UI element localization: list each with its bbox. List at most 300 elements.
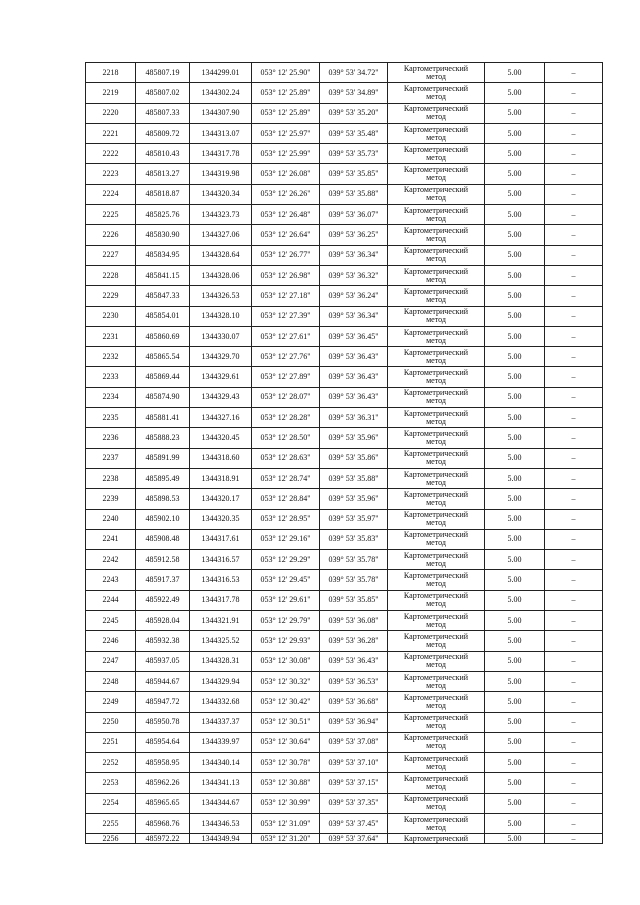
note-cell: – bbox=[545, 225, 603, 245]
table-row bbox=[86, 306, 603, 326]
longitude-cell: 039° 53' 36.68" bbox=[320, 692, 388, 712]
point-number-cell: 2233 bbox=[86, 367, 136, 387]
note-cell: – bbox=[545, 793, 603, 813]
x-coordinate-cell: 485917.37 bbox=[136, 570, 190, 590]
method-cell bbox=[388, 793, 485, 813]
x-coordinate-cell: 485947.72 bbox=[136, 692, 190, 712]
y-coordinate-cell: 1344318.91 bbox=[190, 468, 252, 488]
longitude-cell: 039° 53' 36.94" bbox=[320, 712, 388, 732]
accuracy-cell: 5.00 bbox=[485, 225, 545, 245]
method-text-line1: Картометрический bbox=[403, 307, 469, 317]
latitude-cell: 053° 12' 28.07" bbox=[252, 387, 320, 407]
method-cell bbox=[388, 773, 485, 793]
latitude-cell: 053° 12' 30.42" bbox=[252, 692, 320, 712]
method-text-line2: метод bbox=[426, 274, 446, 284]
accuracy-cell: 5.00 bbox=[485, 63, 545, 83]
accuracy-cell: 5.00 bbox=[485, 631, 545, 651]
method-cell bbox=[388, 753, 485, 773]
note-cell: – bbox=[545, 590, 603, 610]
point-number-cell: 2241 bbox=[86, 529, 136, 549]
method-cell bbox=[388, 245, 485, 265]
table-row bbox=[86, 813, 603, 833]
point-number-cell: 2252 bbox=[86, 753, 136, 773]
latitude-cell: 053° 12' 29.79" bbox=[252, 611, 320, 631]
table-body bbox=[86, 63, 603, 844]
method-text-line2: метод bbox=[426, 639, 446, 649]
method-text-line2: метод bbox=[426, 376, 446, 386]
note-cell: – bbox=[545, 813, 603, 833]
x-coordinate-cell: 485962.26 bbox=[136, 773, 190, 793]
accuracy-cell: 5.00 bbox=[485, 590, 545, 610]
note-cell: – bbox=[545, 468, 603, 488]
method-cell bbox=[388, 651, 485, 671]
accuracy-cell: 5.00 bbox=[485, 570, 545, 590]
y-coordinate-cell: 1344329.70 bbox=[190, 347, 252, 367]
note-cell: – bbox=[545, 834, 603, 844]
y-coordinate-cell: 1344320.17 bbox=[190, 489, 252, 509]
latitude-cell: 053° 12' 29.93" bbox=[252, 631, 320, 651]
accuracy-cell: 5.00 bbox=[485, 773, 545, 793]
longitude-cell: 039° 53' 35.88" bbox=[320, 184, 388, 204]
point-number-cell: 2246 bbox=[86, 631, 136, 651]
x-coordinate-cell: 485888.23 bbox=[136, 428, 190, 448]
longitude-cell: 039° 53' 37.64" bbox=[320, 834, 388, 844]
point-number-cell: 2220 bbox=[86, 103, 136, 123]
table-row bbox=[86, 286, 603, 306]
method-text-line2: метод bbox=[426, 700, 446, 710]
method-cell bbox=[388, 529, 485, 549]
accuracy-cell: 5.00 bbox=[485, 205, 545, 225]
accuracy-cell: 5.00 bbox=[485, 793, 545, 813]
x-coordinate-cell: 485809.72 bbox=[136, 123, 190, 143]
method-text-line2: метод bbox=[426, 112, 446, 122]
y-coordinate-cell: 1344307.90 bbox=[190, 103, 252, 123]
accuracy-cell: 5.00 bbox=[485, 245, 545, 265]
longitude-cell: 039° 53' 35.86" bbox=[320, 448, 388, 468]
table-row bbox=[86, 408, 603, 428]
latitude-cell: 053° 12' 27.61" bbox=[252, 326, 320, 346]
accuracy-cell: 5.00 bbox=[485, 103, 545, 123]
note-cell: – bbox=[545, 671, 603, 691]
table-row bbox=[86, 367, 603, 387]
point-number-cell: 2249 bbox=[86, 692, 136, 712]
latitude-cell: 053° 12' 28.74" bbox=[252, 468, 320, 488]
y-coordinate-cell: 1344329.43 bbox=[190, 387, 252, 407]
method-cell bbox=[388, 63, 485, 83]
point-number-cell: 2256 bbox=[86, 834, 136, 844]
method-text-line2: метод bbox=[426, 71, 446, 81]
note-cell: – bbox=[545, 570, 603, 590]
method-cell bbox=[388, 671, 485, 691]
method-text-line2: метод bbox=[426, 234, 446, 244]
accuracy-cell: 5.00 bbox=[485, 83, 545, 103]
method-text-line1: Картометрический bbox=[403, 469, 469, 479]
method-cell bbox=[388, 286, 485, 306]
longitude-cell: 039° 53' 36.34" bbox=[320, 245, 388, 265]
method-text-line2: метод bbox=[426, 822, 446, 832]
y-coordinate-cell: 1344318.60 bbox=[190, 448, 252, 468]
table-row bbox=[86, 590, 603, 610]
method-text-line2: метод bbox=[426, 315, 446, 325]
method-cell bbox=[388, 489, 485, 509]
accuracy-cell: 5.00 bbox=[485, 712, 545, 732]
accuracy-cell: 5.00 bbox=[485, 286, 545, 306]
table-row bbox=[86, 529, 603, 549]
y-coordinate-cell: 1344299.01 bbox=[190, 63, 252, 83]
method-text-line1: Картометрический bbox=[403, 226, 469, 236]
method-text-line1: Картометрический bbox=[403, 388, 469, 398]
latitude-cell: 053° 12' 30.88" bbox=[252, 773, 320, 793]
longitude-cell: 039° 53' 34.89" bbox=[320, 83, 388, 103]
latitude-cell: 053° 12' 28.28" bbox=[252, 408, 320, 428]
accuracy-cell: 5.00 bbox=[485, 671, 545, 691]
accuracy-cell: 5.00 bbox=[485, 834, 545, 844]
method-cell bbox=[388, 692, 485, 712]
point-number-cell: 2239 bbox=[86, 489, 136, 509]
method-text-line2: метод bbox=[426, 91, 446, 101]
method-cell bbox=[388, 184, 485, 204]
x-coordinate-cell: 485902.10 bbox=[136, 509, 190, 529]
method-text-line2: метод bbox=[426, 173, 446, 183]
note-cell: – bbox=[545, 144, 603, 164]
method-text-line1: Картометрический bbox=[403, 165, 469, 175]
table-row bbox=[86, 83, 603, 103]
note-cell: – bbox=[545, 103, 603, 123]
longitude-cell: 039° 53' 35.96" bbox=[320, 428, 388, 448]
latitude-cell: 053° 12' 25.90" bbox=[252, 63, 320, 83]
longitude-cell: 039° 53' 35.85" bbox=[320, 164, 388, 184]
longitude-cell: 039° 53' 35.85" bbox=[320, 590, 388, 610]
note-cell: – bbox=[545, 326, 603, 346]
table-row bbox=[86, 144, 603, 164]
latitude-cell: 053° 12' 28.63" bbox=[252, 448, 320, 468]
point-number-cell: 2218 bbox=[86, 63, 136, 83]
method-text-line2: метод bbox=[426, 436, 446, 446]
point-number-cell: 2232 bbox=[86, 347, 136, 367]
longitude-cell: 039° 53' 35.20" bbox=[320, 103, 388, 123]
method-text-line2: метод bbox=[426, 132, 446, 142]
point-number-cell: 2221 bbox=[86, 123, 136, 143]
table-row bbox=[86, 631, 603, 651]
y-coordinate-cell: 1344327.16 bbox=[190, 408, 252, 428]
method-text-line2: метод bbox=[426, 335, 446, 345]
longitude-cell: 039° 53' 34.72" bbox=[320, 63, 388, 83]
y-coordinate-cell: 1344313.07 bbox=[190, 123, 252, 143]
x-coordinate-cell: 485874.90 bbox=[136, 387, 190, 407]
method-text-line2: метод bbox=[426, 782, 446, 792]
point-number-cell: 2250 bbox=[86, 712, 136, 732]
note-cell: – bbox=[545, 367, 603, 387]
point-number-cell: 2219 bbox=[86, 83, 136, 103]
table-row bbox=[86, 732, 603, 752]
x-coordinate-cell: 485972.22 bbox=[136, 834, 190, 844]
table-row bbox=[86, 793, 603, 813]
x-coordinate-cell: 485954.64 bbox=[136, 732, 190, 752]
method-cell bbox=[388, 144, 485, 164]
note-cell: – bbox=[545, 286, 603, 306]
accuracy-cell: 5.00 bbox=[485, 123, 545, 143]
table-row bbox=[86, 611, 603, 631]
note-cell: – bbox=[545, 448, 603, 468]
method-text-line2: метод bbox=[426, 761, 446, 771]
longitude-cell: 039° 53' 37.10" bbox=[320, 753, 388, 773]
method-text-line2: метод bbox=[426, 741, 446, 751]
method-cell bbox=[388, 265, 485, 285]
latitude-cell: 053° 12' 26.26" bbox=[252, 184, 320, 204]
method-cell bbox=[388, 387, 485, 407]
table-row bbox=[86, 692, 603, 712]
y-coordinate-cell: 1344317.78 bbox=[190, 590, 252, 610]
point-number-cell: 2245 bbox=[86, 611, 136, 631]
point-number-cell: 2231 bbox=[86, 326, 136, 346]
y-coordinate-cell: 1344328.31 bbox=[190, 651, 252, 671]
y-coordinate-cell: 1344337.37 bbox=[190, 712, 252, 732]
accuracy-cell: 5.00 bbox=[485, 509, 545, 529]
longitude-cell: 039° 53' 36.28" bbox=[320, 631, 388, 651]
longitude-cell: 039° 53' 36.08" bbox=[320, 611, 388, 631]
method-text-line1: Картометрический bbox=[403, 368, 469, 378]
table-row bbox=[86, 712, 603, 732]
y-coordinate-cell: 1344328.06 bbox=[190, 265, 252, 285]
accuracy-cell: 5.00 bbox=[485, 144, 545, 164]
note-cell: – bbox=[545, 489, 603, 509]
latitude-cell: 053° 12' 25.89" bbox=[252, 103, 320, 123]
table-row bbox=[86, 773, 603, 793]
method-text-line1: Картометрический bbox=[403, 185, 469, 195]
y-coordinate-cell: 1344321.91 bbox=[190, 611, 252, 631]
method-text-line2: метод bbox=[426, 416, 446, 426]
longitude-cell: 039° 53' 36.53" bbox=[320, 671, 388, 691]
y-coordinate-cell: 1344328.64 bbox=[190, 245, 252, 265]
longitude-cell: 039° 53' 35.96" bbox=[320, 489, 388, 509]
coordinates-table bbox=[85, 62, 603, 844]
method-text-line2: метод bbox=[426, 457, 446, 467]
method-cell bbox=[388, 834, 485, 844]
accuracy-cell: 5.00 bbox=[485, 813, 545, 833]
longitude-cell: 039° 53' 35.73" bbox=[320, 144, 388, 164]
y-coordinate-cell: 1344302.24 bbox=[190, 83, 252, 103]
note-cell: – bbox=[545, 428, 603, 448]
method-text-line1: Картометрический bbox=[403, 428, 469, 438]
point-number-cell: 2236 bbox=[86, 428, 136, 448]
y-coordinate-cell: 1344320.35 bbox=[190, 509, 252, 529]
accuracy-cell: 5.00 bbox=[485, 489, 545, 509]
method-text-line2: метод bbox=[426, 518, 446, 528]
method-text-line2: метод bbox=[426, 355, 446, 365]
y-coordinate-cell: 1344330.07 bbox=[190, 326, 252, 346]
table-row bbox=[86, 265, 603, 285]
accuracy-cell: 5.00 bbox=[485, 408, 545, 428]
longitude-cell: 039° 53' 36.07" bbox=[320, 205, 388, 225]
note-cell: – bbox=[545, 529, 603, 549]
latitude-cell: 053° 12' 30.64" bbox=[252, 732, 320, 752]
y-coordinate-cell: 1344317.78 bbox=[190, 144, 252, 164]
table-row bbox=[86, 164, 603, 184]
table-row bbox=[86, 184, 603, 204]
method-text-line2: метод bbox=[426, 619, 446, 629]
table-row bbox=[86, 428, 603, 448]
point-number-cell: 2238 bbox=[86, 468, 136, 488]
latitude-cell: 053° 12' 30.32" bbox=[252, 671, 320, 691]
latitude-cell: 053° 12' 25.99" bbox=[252, 144, 320, 164]
method-text-line2: метод bbox=[426, 152, 446, 162]
note-cell: – bbox=[545, 611, 603, 631]
method-text-line1: Картометрический bbox=[403, 834, 469, 844]
note-cell: – bbox=[545, 753, 603, 773]
method-text-line1: Картометрический bbox=[403, 266, 469, 276]
note-cell: – bbox=[545, 245, 603, 265]
method-text-line1: Картометрический bbox=[403, 753, 469, 763]
table-row bbox=[86, 489, 603, 509]
note-cell: – bbox=[545, 164, 603, 184]
method-cell bbox=[388, 468, 485, 488]
method-cell bbox=[388, 590, 485, 610]
note-cell: – bbox=[545, 773, 603, 793]
table-row bbox=[86, 123, 603, 143]
table-row bbox=[86, 509, 603, 529]
accuracy-cell: 5.00 bbox=[485, 326, 545, 346]
point-number-cell: 2253 bbox=[86, 773, 136, 793]
accuracy-cell: 5.00 bbox=[485, 448, 545, 468]
accuracy-cell: 5.00 bbox=[485, 347, 545, 367]
longitude-cell: 039° 53' 36.45" bbox=[320, 326, 388, 346]
x-coordinate-cell: 485854.01 bbox=[136, 306, 190, 326]
longitude-cell: 039° 53' 36.43" bbox=[320, 367, 388, 387]
note-cell: – bbox=[545, 651, 603, 671]
latitude-cell: 053° 12' 30.51" bbox=[252, 712, 320, 732]
longitude-cell: 039° 53' 35.48" bbox=[320, 123, 388, 143]
accuracy-cell: 5.00 bbox=[485, 306, 545, 326]
point-number-cell: 2254 bbox=[86, 793, 136, 813]
y-coordinate-cell: 1344326.53 bbox=[190, 286, 252, 306]
point-number-cell: 2251 bbox=[86, 732, 136, 752]
method-text-line1: Картометрический bbox=[403, 286, 469, 296]
method-text-line1: Картометрический bbox=[403, 347, 469, 357]
y-coordinate-cell: 1344340.14 bbox=[190, 753, 252, 773]
note-cell: – bbox=[545, 347, 603, 367]
latitude-cell: 053° 12' 29.29" bbox=[252, 550, 320, 570]
point-number-cell: 2230 bbox=[86, 306, 136, 326]
accuracy-cell: 5.00 bbox=[485, 651, 545, 671]
method-text-line1: Картометрический bbox=[403, 672, 469, 682]
method-text-line1: Картометрический bbox=[403, 63, 469, 73]
table-row bbox=[86, 347, 603, 367]
method-text-line2: метод bbox=[426, 721, 446, 731]
method-text-line2: метод bbox=[426, 193, 446, 203]
latitude-cell: 053° 12' 28.95" bbox=[252, 509, 320, 529]
method-cell bbox=[388, 712, 485, 732]
x-coordinate-cell: 485958.95 bbox=[136, 753, 190, 773]
latitude-cell: 053° 12' 30.78" bbox=[252, 753, 320, 773]
method-cell bbox=[388, 123, 485, 143]
x-coordinate-cell: 485922.49 bbox=[136, 590, 190, 610]
table-row bbox=[86, 448, 603, 468]
y-coordinate-cell: 1344325.52 bbox=[190, 631, 252, 651]
x-coordinate-cell: 485847.33 bbox=[136, 286, 190, 306]
accuracy-cell: 5.00 bbox=[485, 367, 545, 387]
longitude-cell: 039° 53' 36.43" bbox=[320, 387, 388, 407]
longitude-cell: 039° 53' 37.08" bbox=[320, 732, 388, 752]
method-text-line1: Картометрический bbox=[403, 774, 469, 784]
x-coordinate-cell: 485830.90 bbox=[136, 225, 190, 245]
method-cell bbox=[388, 631, 485, 651]
accuracy-cell: 5.00 bbox=[485, 753, 545, 773]
method-text-line1: Картометрический bbox=[403, 510, 469, 520]
method-text-line2: метод bbox=[426, 396, 446, 406]
accuracy-cell: 5.00 bbox=[485, 611, 545, 631]
method-cell bbox=[388, 408, 485, 428]
method-text-line1: Картометрический bbox=[403, 104, 469, 114]
latitude-cell: 053° 12' 31.20" bbox=[252, 834, 320, 844]
method-text-line1: Картометрический bbox=[403, 144, 469, 154]
x-coordinate-cell: 485841.15 bbox=[136, 265, 190, 285]
x-coordinate-cell: 485898.53 bbox=[136, 489, 190, 509]
note-cell: – bbox=[545, 63, 603, 83]
method-cell bbox=[388, 347, 485, 367]
point-number-cell: 2248 bbox=[86, 671, 136, 691]
method-text-line1: Картометрический bbox=[403, 814, 469, 824]
note-cell: – bbox=[545, 712, 603, 732]
y-coordinate-cell: 1344332.68 bbox=[190, 692, 252, 712]
x-coordinate-cell: 485912.58 bbox=[136, 550, 190, 570]
point-number-cell: 2255 bbox=[86, 813, 136, 833]
point-number-cell: 2222 bbox=[86, 144, 136, 164]
method-text-line2: метод bbox=[426, 558, 446, 568]
point-number-cell: 2242 bbox=[86, 550, 136, 570]
y-coordinate-cell: 1344317.61 bbox=[190, 529, 252, 549]
method-text-line1: Картометрический bbox=[403, 327, 469, 337]
x-coordinate-cell: 485908.48 bbox=[136, 529, 190, 549]
note-cell: – bbox=[545, 509, 603, 529]
latitude-cell: 053° 12' 27.39" bbox=[252, 306, 320, 326]
note-cell: – bbox=[545, 631, 603, 651]
x-coordinate-cell: 485869.44 bbox=[136, 367, 190, 387]
longitude-cell: 039° 53' 37.15" bbox=[320, 773, 388, 793]
point-number-cell: 2226 bbox=[86, 225, 136, 245]
table-row bbox=[86, 103, 603, 123]
method-cell bbox=[388, 367, 485, 387]
method-text-line1: Картометрический bbox=[403, 733, 469, 743]
longitude-cell: 039° 53' 35.78" bbox=[320, 550, 388, 570]
method-cell bbox=[388, 225, 485, 245]
method-text-line1: Картометрический bbox=[403, 205, 469, 215]
note-cell: – bbox=[545, 83, 603, 103]
method-text-line1: Картометрический bbox=[403, 449, 469, 459]
method-text-line1: Картометрический bbox=[403, 571, 469, 581]
x-coordinate-cell: 485860.69 bbox=[136, 326, 190, 346]
accuracy-cell: 5.00 bbox=[485, 265, 545, 285]
accuracy-cell: 5.00 bbox=[485, 529, 545, 549]
x-coordinate-cell: 485807.33 bbox=[136, 103, 190, 123]
latitude-cell: 053° 12' 27.89" bbox=[252, 367, 320, 387]
point-number-cell: 2235 bbox=[86, 408, 136, 428]
x-coordinate-cell: 485932.38 bbox=[136, 631, 190, 651]
y-coordinate-cell: 1344341.13 bbox=[190, 773, 252, 793]
longitude-cell: 039° 53' 36.34" bbox=[320, 306, 388, 326]
y-coordinate-cell: 1344316.53 bbox=[190, 570, 252, 590]
longitude-cell: 039° 53' 35.97" bbox=[320, 509, 388, 529]
method-text-line2: метод bbox=[426, 599, 446, 609]
point-number-cell: 2243 bbox=[86, 570, 136, 590]
longitude-cell: 039° 53' 35.83" bbox=[320, 529, 388, 549]
method-text-line2: метод bbox=[426, 294, 446, 304]
method-text-line2: метод bbox=[426, 477, 446, 487]
x-coordinate-cell: 485834.95 bbox=[136, 245, 190, 265]
x-coordinate-cell: 485928.04 bbox=[136, 611, 190, 631]
method-cell bbox=[388, 428, 485, 448]
latitude-cell: 053° 12' 28.50" bbox=[252, 428, 320, 448]
point-number-cell: 2224 bbox=[86, 184, 136, 204]
